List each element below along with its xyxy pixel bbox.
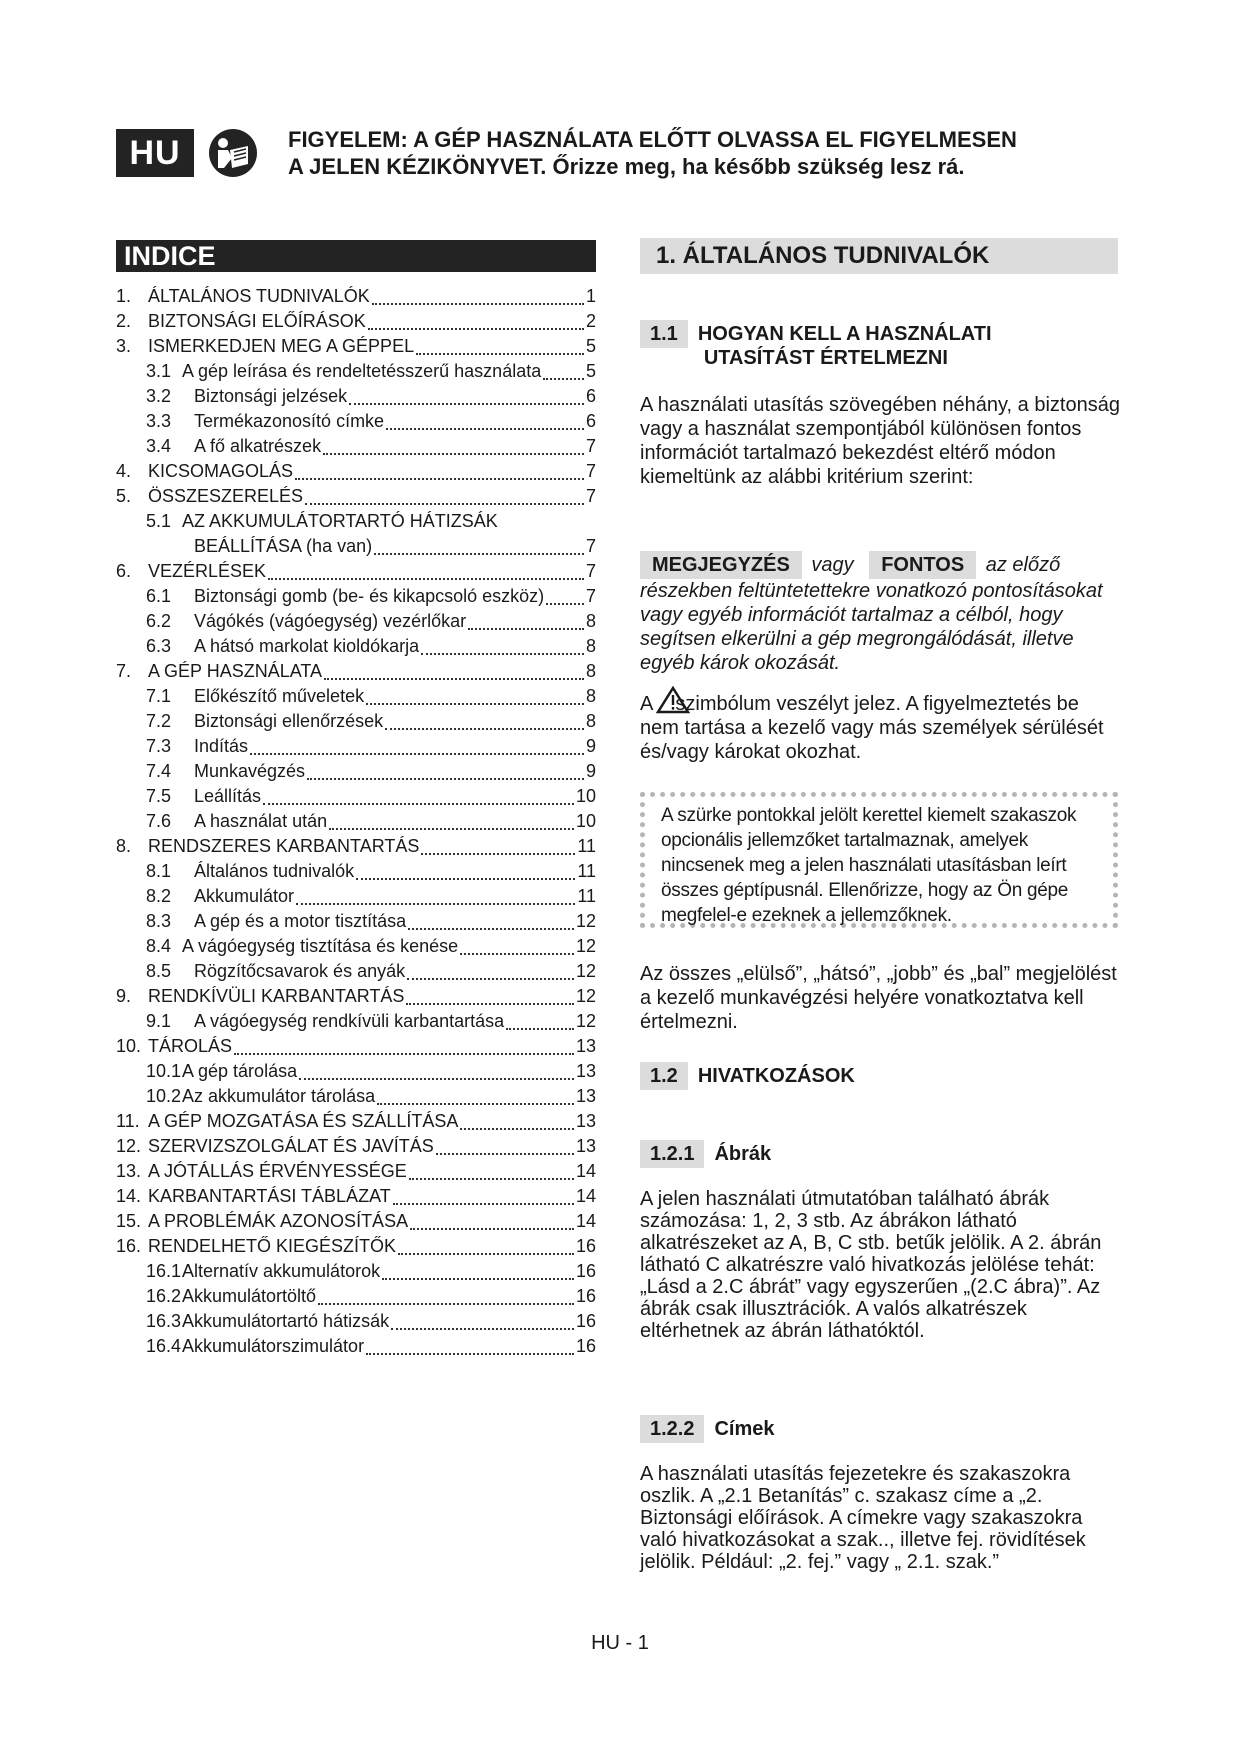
toc-item-number: 7.6 (146, 811, 172, 831)
toc-item-title: A PROBLÉMÁK AZONOSÍTÁSA (148, 1211, 409, 1231)
toc-item-page: 13 (575, 1036, 596, 1056)
paragraph-warning-symbol (640, 686, 1120, 764)
toc-item-title: Biztonsági gomb (be- és kikapcsoló eszköz) (194, 586, 545, 606)
toc-item-page: 13 (575, 1061, 596, 1081)
section-number: 1.2.1 (640, 1140, 704, 1168)
toc-item-number: 8. (116, 836, 132, 856)
toc-item-page: 16 (575, 1286, 596, 1306)
toc-leader-dots (305, 503, 584, 505)
toc-item-number: 8.2 (146, 886, 172, 906)
toc-leader-dots (382, 1278, 574, 1280)
toc-item[interactable] (116, 661, 596, 686)
toc-item-title: ÁLTALÁNOS TUDNIVALÓK (148, 286, 370, 306)
toc-item-number: 6.3 (146, 636, 172, 656)
toc-item-page: 7 (585, 461, 596, 481)
toc-item-number: 9.1 (146, 1011, 172, 1031)
toc-item-number: 4. (116, 461, 132, 481)
section-number: 1.1 (640, 320, 688, 348)
toc-leader-dots (546, 603, 584, 605)
toc-item[interactable] (116, 986, 596, 1011)
toc-item[interactable] (116, 461, 596, 486)
toc-leader-dots (407, 978, 574, 980)
toc-leader-dots (391, 1328, 574, 1330)
toc-item[interactable] (116, 936, 596, 961)
optional-features-box: A szürke pontokkal jelölt kerettel kiemelt szakaszok opcionális jellemzőket tartalmaznak, amelyek nincsenek meg a jelen használati utasításban leírt összes géptípusnál. Ellenőrizze, hogy az Ön gépe megfelel-e ezeknek a jellemzőknek. (640, 792, 1118, 928)
toc-item-number: 16.3 (146, 1311, 182, 1331)
toc-item-title: A gép leírása és rendeltetésszerű használata (182, 361, 542, 381)
warning-header (288, 126, 1068, 180)
toc-item-page: 16 (575, 1311, 596, 1331)
toc-leader-dots (329, 828, 574, 830)
toc-item-title: Előkészítő műveletek (194, 686, 365, 706)
toc-item-number: 7.3 (146, 736, 172, 756)
toc-item-number: 1. (116, 286, 132, 306)
toc-item-page: 11 (577, 886, 596, 906)
toc-item-page: 12 (575, 961, 596, 981)
toc-item-title: Biztonsági jelzések (194, 386, 348, 406)
toc-leader-dots (406, 1003, 574, 1005)
toc-item[interactable] (116, 436, 596, 461)
toc-item-title: Akkumulátor (194, 886, 295, 906)
section-number: 1.2 (640, 1062, 688, 1090)
toc-leader-dots (318, 1303, 574, 1305)
toc-item-page: 6 (585, 411, 596, 431)
toc-item-number: 10.2 (146, 1086, 182, 1106)
toc-item[interactable] (116, 1111, 596, 1136)
toc-item-title: Indítás (194, 736, 249, 756)
toc-item-number: 9. (116, 986, 132, 1006)
toc-item-title: AZ AKKUMULÁTORTARTÓ HÁTIZSÁK (182, 511, 498, 531)
toc-item-page: 8 (585, 611, 596, 631)
toc-item-title: ÖSSZESZERELÉS (148, 486, 304, 506)
toc-leader-dots (543, 378, 584, 380)
toc-item-page: 12 (575, 1011, 596, 1031)
toc-item-page: 8 (585, 636, 596, 656)
toc-leader-dots (374, 553, 584, 555)
toc-item-title: Munkavégzés (194, 761, 306, 781)
toc-item-number: 8.5 (146, 961, 172, 981)
toc-leader-dots (263, 803, 574, 805)
toc-item[interactable] (116, 736, 596, 761)
toc-item[interactable] (116, 1036, 596, 1061)
toc-item-number: 13. (116, 1161, 142, 1181)
toc-leader-dots (410, 1228, 574, 1230)
paragraph-titles: A használati utasítás fejezetekre és szakaszokra oszlik. A „2.1 Betanítás” c. szakasz címe a „2. Biztonsági előírások. A címekre vagy szakaszokra való hivatkozásokat a szak.., illetve fej. rövidítések jelölik. Például: „2. fej.” vagy „ 2.1. szak.” (640, 1463, 1086, 1573)
toc-item-number: 10.1 (146, 1061, 182, 1081)
toc-item-title: A GÉP MOZGATÁSA ÉS SZÁLLÍTÁSA (148, 1111, 459, 1131)
toc-item-number: 7.2 (146, 711, 172, 731)
toc-leader-dots (296, 903, 575, 905)
toc-item-number: 16.1 (146, 1261, 182, 1281)
toc-item[interactable] (116, 861, 596, 886)
toc-item-title: SZERVIZSZOLGÁLAT ÉS JAVÍTÁS (148, 1136, 434, 1156)
toc-leader-dots (356, 878, 575, 880)
toc-leader-dots (460, 953, 574, 955)
index-title: INDICE (116, 240, 596, 272)
toc-item-page: 10 (575, 786, 596, 806)
toc-item-page: 11 (577, 861, 596, 881)
section-title: Címek (714, 1418, 775, 1440)
toc-item-title: KARBANTARTÁSI TÁBLÁZAT (148, 1186, 391, 1206)
toc-item-number: 5. (116, 486, 132, 506)
toc-item-title: A fő alkatrészek (194, 436, 322, 456)
toc-item-page: 12 (575, 936, 596, 956)
toc-item[interactable] (116, 961, 596, 986)
toc-item-number: 15. (116, 1211, 142, 1231)
paragraph-note (640, 551, 1120, 675)
toc-item[interactable] (116, 1011, 596, 1036)
toc-item-page: 7 (585, 536, 596, 556)
toc-item-page: 7 (585, 561, 596, 581)
section-title-line-2: UTASÍTÁST ÉRTELMEZNI (703, 347, 948, 369)
toc-leader-dots (409, 1178, 574, 1180)
toc-item[interactable] (116, 761, 596, 786)
toc-item-page: 2 (585, 311, 596, 331)
toc-item[interactable] (116, 336, 596, 361)
toc-item-title: Akkumulátortöltő (182, 1286, 317, 1306)
toc-item[interactable] (116, 636, 596, 661)
toc-item[interactable] (116, 486, 596, 511)
toc-item-title: Leállítás (194, 786, 262, 806)
toc-item[interactable] (116, 386, 596, 411)
toc-item-title: Alternatív akkumulátorok (182, 1261, 381, 1281)
toc-item[interactable] (116, 561, 596, 586)
toc-item-title: Biztonsági ellenőrzések (194, 711, 384, 731)
toc-item-title: RENDKÍVÜLI KARBANTARTÁS (148, 986, 405, 1006)
toc-item-title: RENDELHETŐ KIEGÉSZÍTŐK (148, 1236, 397, 1256)
toc-item-title: A vágóegység rendkívüli karbantartása (194, 1011, 505, 1031)
toc-item-number: 10. (116, 1036, 142, 1056)
toc-leader-dots (421, 853, 575, 855)
toc-leader-dots (323, 453, 584, 455)
section-heading-1: 1. ÁLTALÁNOS TUDNIVALÓK (640, 238, 1118, 274)
toc-item-title: Általános tudnivalók (194, 861, 355, 881)
word-az: az (985, 554, 1007, 576)
toc-leader-dots (366, 1353, 574, 1355)
toc-item[interactable] (116, 1211, 596, 1236)
toc-leader-dots (324, 678, 584, 680)
important-tag: FONTOS (869, 551, 976, 579)
toc-item-page: 7 (585, 586, 596, 606)
toc-leader-dots (421, 653, 584, 655)
toc-leader-dots (268, 578, 584, 580)
toc-item-title: A JÓTÁLLÁS ÉRVÉNYESSÉGE (148, 1161, 407, 1181)
section-title: Ábrák (714, 1143, 772, 1165)
language-badge: HU (116, 129, 194, 177)
toc-item-page: 8 (585, 711, 596, 731)
toc-item[interactable] (116, 361, 596, 386)
toc-leader-dots (234, 1053, 574, 1055)
toc-item[interactable] (116, 786, 596, 811)
toc-item-title: Akkumulátorszimulátor (182, 1336, 365, 1356)
toc-leader-dots (295, 478, 584, 480)
toc-item[interactable] (116, 411, 596, 436)
toc-item-title: Rögzítőcsavarok és anyák (194, 961, 406, 981)
toc-item[interactable] (116, 311, 596, 336)
paragraph-figures: A jelen használati útmutatóban található ábrák számozása: 1, 2, 3 stb. Az ábrákon látható alkatrészeket az A, B, C stb. betűk jelölik. A 2. ábrán látható C alkatrészre való hivatkozás jelölése tehát: „Lásd a 2.C ábrát” vagy egyszerűen „(2.C ábra)”. Az ábrák csak illusztrációk. A valós alkatrészek eltérhetnek az ábrán láthatóktól. (640, 1188, 1102, 1342)
toc-item[interactable] (116, 1136, 596, 1161)
toc-item-title: RENDSZERES KARBANTARTÁS (148, 836, 420, 856)
toc-item-number: 16.4 (146, 1336, 182, 1356)
toc-item-page: 16 (575, 1261, 596, 1281)
toc-item-title: A vágóegység tisztítása és kenése (182, 936, 459, 956)
toc-item-number: 3. (116, 336, 132, 356)
toc-leader-dots (436, 1153, 574, 1155)
toc-item-title: A gép tárolása (182, 1061, 298, 1081)
note-explanation: előző részekben feltüntetettekre vonatkozó pontosításokat vagy egyéb információt tartalmaz a célból, hogy segítsen elkerülni a gép megrongálódását, illetve egyéb károk okozását. (640, 554, 1103, 674)
toc-item-title: BEÁLLÍTÁSA (ha van) (194, 536, 373, 556)
toc-item-number: 11. (116, 1111, 140, 1131)
toc-item-page: 7 (585, 436, 596, 456)
toc-leader-dots (416, 353, 584, 355)
toc-item-page: 12 (575, 986, 596, 1006)
toc-item-title: A hátsó markolat kioldókarja (194, 636, 420, 656)
toc-leader-dots (468, 628, 584, 630)
toc-item-title: Akkumulátortartó hátizsák (182, 1311, 390, 1331)
toc-item[interactable] (116, 836, 596, 861)
toc-item-number: 8.3 (146, 911, 172, 931)
warning-line-2: A JELEN KÉZIKÖNYVET. Őrizze meg, ha később szükség lesz rá. (288, 154, 965, 179)
toc-item[interactable] (116, 686, 596, 711)
toc-item-title: A használat után (194, 811, 328, 831)
toc-leader-dots (372, 303, 584, 305)
toc-leader-dots (368, 328, 584, 330)
toc-item[interactable] (116, 811, 596, 836)
toc-item-page: 12 (575, 911, 596, 931)
toc-item-page: 6 (585, 386, 596, 406)
toc-item[interactable] (116, 1336, 596, 1361)
toc-item-title: VEZÉRLÉSEK (148, 561, 267, 581)
toc-item-number: 7.4 (146, 761, 172, 781)
toc-item-number: 16.2 (146, 1286, 182, 1306)
section-heading-1-2 (640, 1062, 855, 1090)
toc-item-number: 6. (116, 561, 132, 581)
toc-item[interactable] (116, 1086, 596, 1111)
toc-item-number: 6.1 (146, 586, 172, 606)
section-title: HIVATKOZÁSOK (697, 1065, 855, 1087)
toc-item[interactable] (116, 586, 596, 611)
toc-item[interactable] (116, 511, 596, 536)
section-heading-1-2-1 (640, 1140, 771, 1168)
toc-item-title: Az akkumulátor tárolása (182, 1086, 376, 1106)
toc-leader-dots (393, 1203, 574, 1205)
toc-item-number: 12. (116, 1136, 142, 1156)
toc-item[interactable] (116, 1261, 596, 1286)
toc-item-page: 14 (575, 1161, 596, 1181)
toc-item-page: 7 (585, 486, 596, 506)
toc-leader-dots (385, 728, 584, 730)
toc-item-page: 14 (575, 1211, 596, 1231)
toc-item-page: 8 (585, 686, 596, 706)
toc-leader-dots (377, 1103, 574, 1105)
toc-item-page: 8 (585, 661, 596, 681)
toc-item-number: 3.3 (146, 411, 172, 431)
toc-item[interactable] (116, 1161, 596, 1186)
toc-item[interactable] (116, 1236, 596, 1261)
page-number: HU - 1 (591, 1632, 649, 1654)
toc-item-page: 11 (577, 836, 596, 856)
section-heading-1-2-2 (640, 1415, 775, 1443)
table-of-contents (116, 286, 596, 1361)
read-manual-icon (208, 128, 258, 178)
toc-item-number: 7.5 (146, 786, 172, 806)
toc-item-title: Vágókés (vágóegység) vezérlőkar (194, 611, 467, 631)
toc-item-page: 1 (585, 286, 596, 306)
toc-leader-dots (366, 703, 584, 705)
toc-item-number: 8.1 (146, 861, 172, 881)
toc-item-number: 7. (116, 661, 132, 681)
toc-item-number: 14. (116, 1186, 142, 1206)
toc-item[interactable] (116, 1286, 596, 1311)
warning-prefix: A (640, 693, 653, 715)
toc-item[interactable] (116, 1311, 596, 1336)
toc-item-page: 16 (575, 1236, 596, 1256)
toc-leader-dots (386, 428, 584, 430)
toc-leader-dots (408, 928, 574, 930)
toc-item[interactable] (116, 1186, 596, 1211)
warning-line-1: FIGYELEM: A GÉP HASZNÁLATA ELŐTT OLVASSA EL FIGYELMESEN (288, 127, 1017, 152)
toc-item-number: 6.2 (146, 611, 172, 631)
toc-item-page: 14 (575, 1186, 596, 1206)
word-or: vagy (811, 554, 854, 576)
toc-item-page: 9 (585, 736, 596, 756)
toc-item-page: 9 (585, 761, 596, 781)
toc-item-page: 16 (575, 1336, 596, 1356)
toc-item-number: 5.1 (146, 511, 172, 531)
toc-item[interactable] (116, 536, 596, 561)
toc-item-title: Termékazonosító címke (194, 411, 385, 431)
toc-item[interactable] (116, 1061, 596, 1086)
toc-item-number: 16. (116, 1236, 142, 1256)
toc-item-title: KICSOMAGOLÁS (148, 461, 294, 481)
toc-item-title: A GÉP HASZNÁLATA (148, 661, 323, 681)
paragraph-intro: A használati utasítás szövegében néhány, a biztonság vagy a használat szempontjából különösen fontos információt tartalmazó bekezdést eltérő módon kiemeltünk az alábbi kritérium szerint: (640, 394, 1120, 488)
toc-item-number: 8.4 (146, 936, 172, 956)
toc-leader-dots (460, 1128, 574, 1130)
toc-item-page: 13 (575, 1086, 596, 1106)
toc-leader-dots (349, 403, 584, 405)
toc-item-page: 5 (585, 361, 596, 381)
warning-text: szimbólum veszélyt jelez. A figyelmeztetés be nem tartása a kezelő vagy más személyek sérülését és/vagy károkat okozhat. (640, 693, 1104, 763)
note-tag: MEGJEGYZÉS (640, 551, 802, 579)
toc-leader-dots (307, 778, 584, 780)
toc-item-title: ISMERKEDJEN MEG A GÉPPEL (148, 336, 415, 356)
toc-item-number: 2. (116, 311, 132, 331)
section-heading-1-1 (640, 320, 992, 370)
toc-item[interactable] (116, 911, 596, 936)
toc-leader-dots (250, 753, 584, 755)
toc-item[interactable] (116, 886, 596, 911)
toc-item-title: A gép és a motor tisztítása (194, 911, 407, 931)
toc-item[interactable] (116, 611, 596, 636)
toc-item-number: 3.2 (146, 386, 172, 406)
toc-leader-dots (506, 1028, 574, 1030)
toc-item-title: BIZTONSÁGI ELŐÍRÁSOK (148, 311, 366, 331)
toc-item-page: 10 (575, 811, 596, 831)
toc-item-number: 7.1 (146, 686, 172, 706)
toc-item-number: 3.1 (146, 361, 172, 381)
paragraph-directions: Az összes „elülső”, „hátsó”, „jobb” és „bal” megjelölést a kezelő munkavégzési helyére vonatkoztatva kell értelmezni. (640, 963, 1117, 1033)
toc-item[interactable] (116, 711, 596, 736)
toc-item-page: 13 (575, 1111, 596, 1131)
toc-item[interactable] (116, 286, 596, 311)
toc-leader-dots (299, 1078, 574, 1080)
toc-item-page: 5 (585, 336, 596, 356)
toc-item-title: TÁROLÁS (148, 1036, 233, 1056)
toc-item-page: 13 (575, 1136, 596, 1156)
section-title-line-1: HOGYAN KELL A HASZNÁLATI (697, 323, 992, 345)
section-number: 1.2.2 (640, 1415, 704, 1443)
toc-item-number: 3.4 (146, 436, 172, 456)
toc-leader-dots (398, 1253, 574, 1255)
